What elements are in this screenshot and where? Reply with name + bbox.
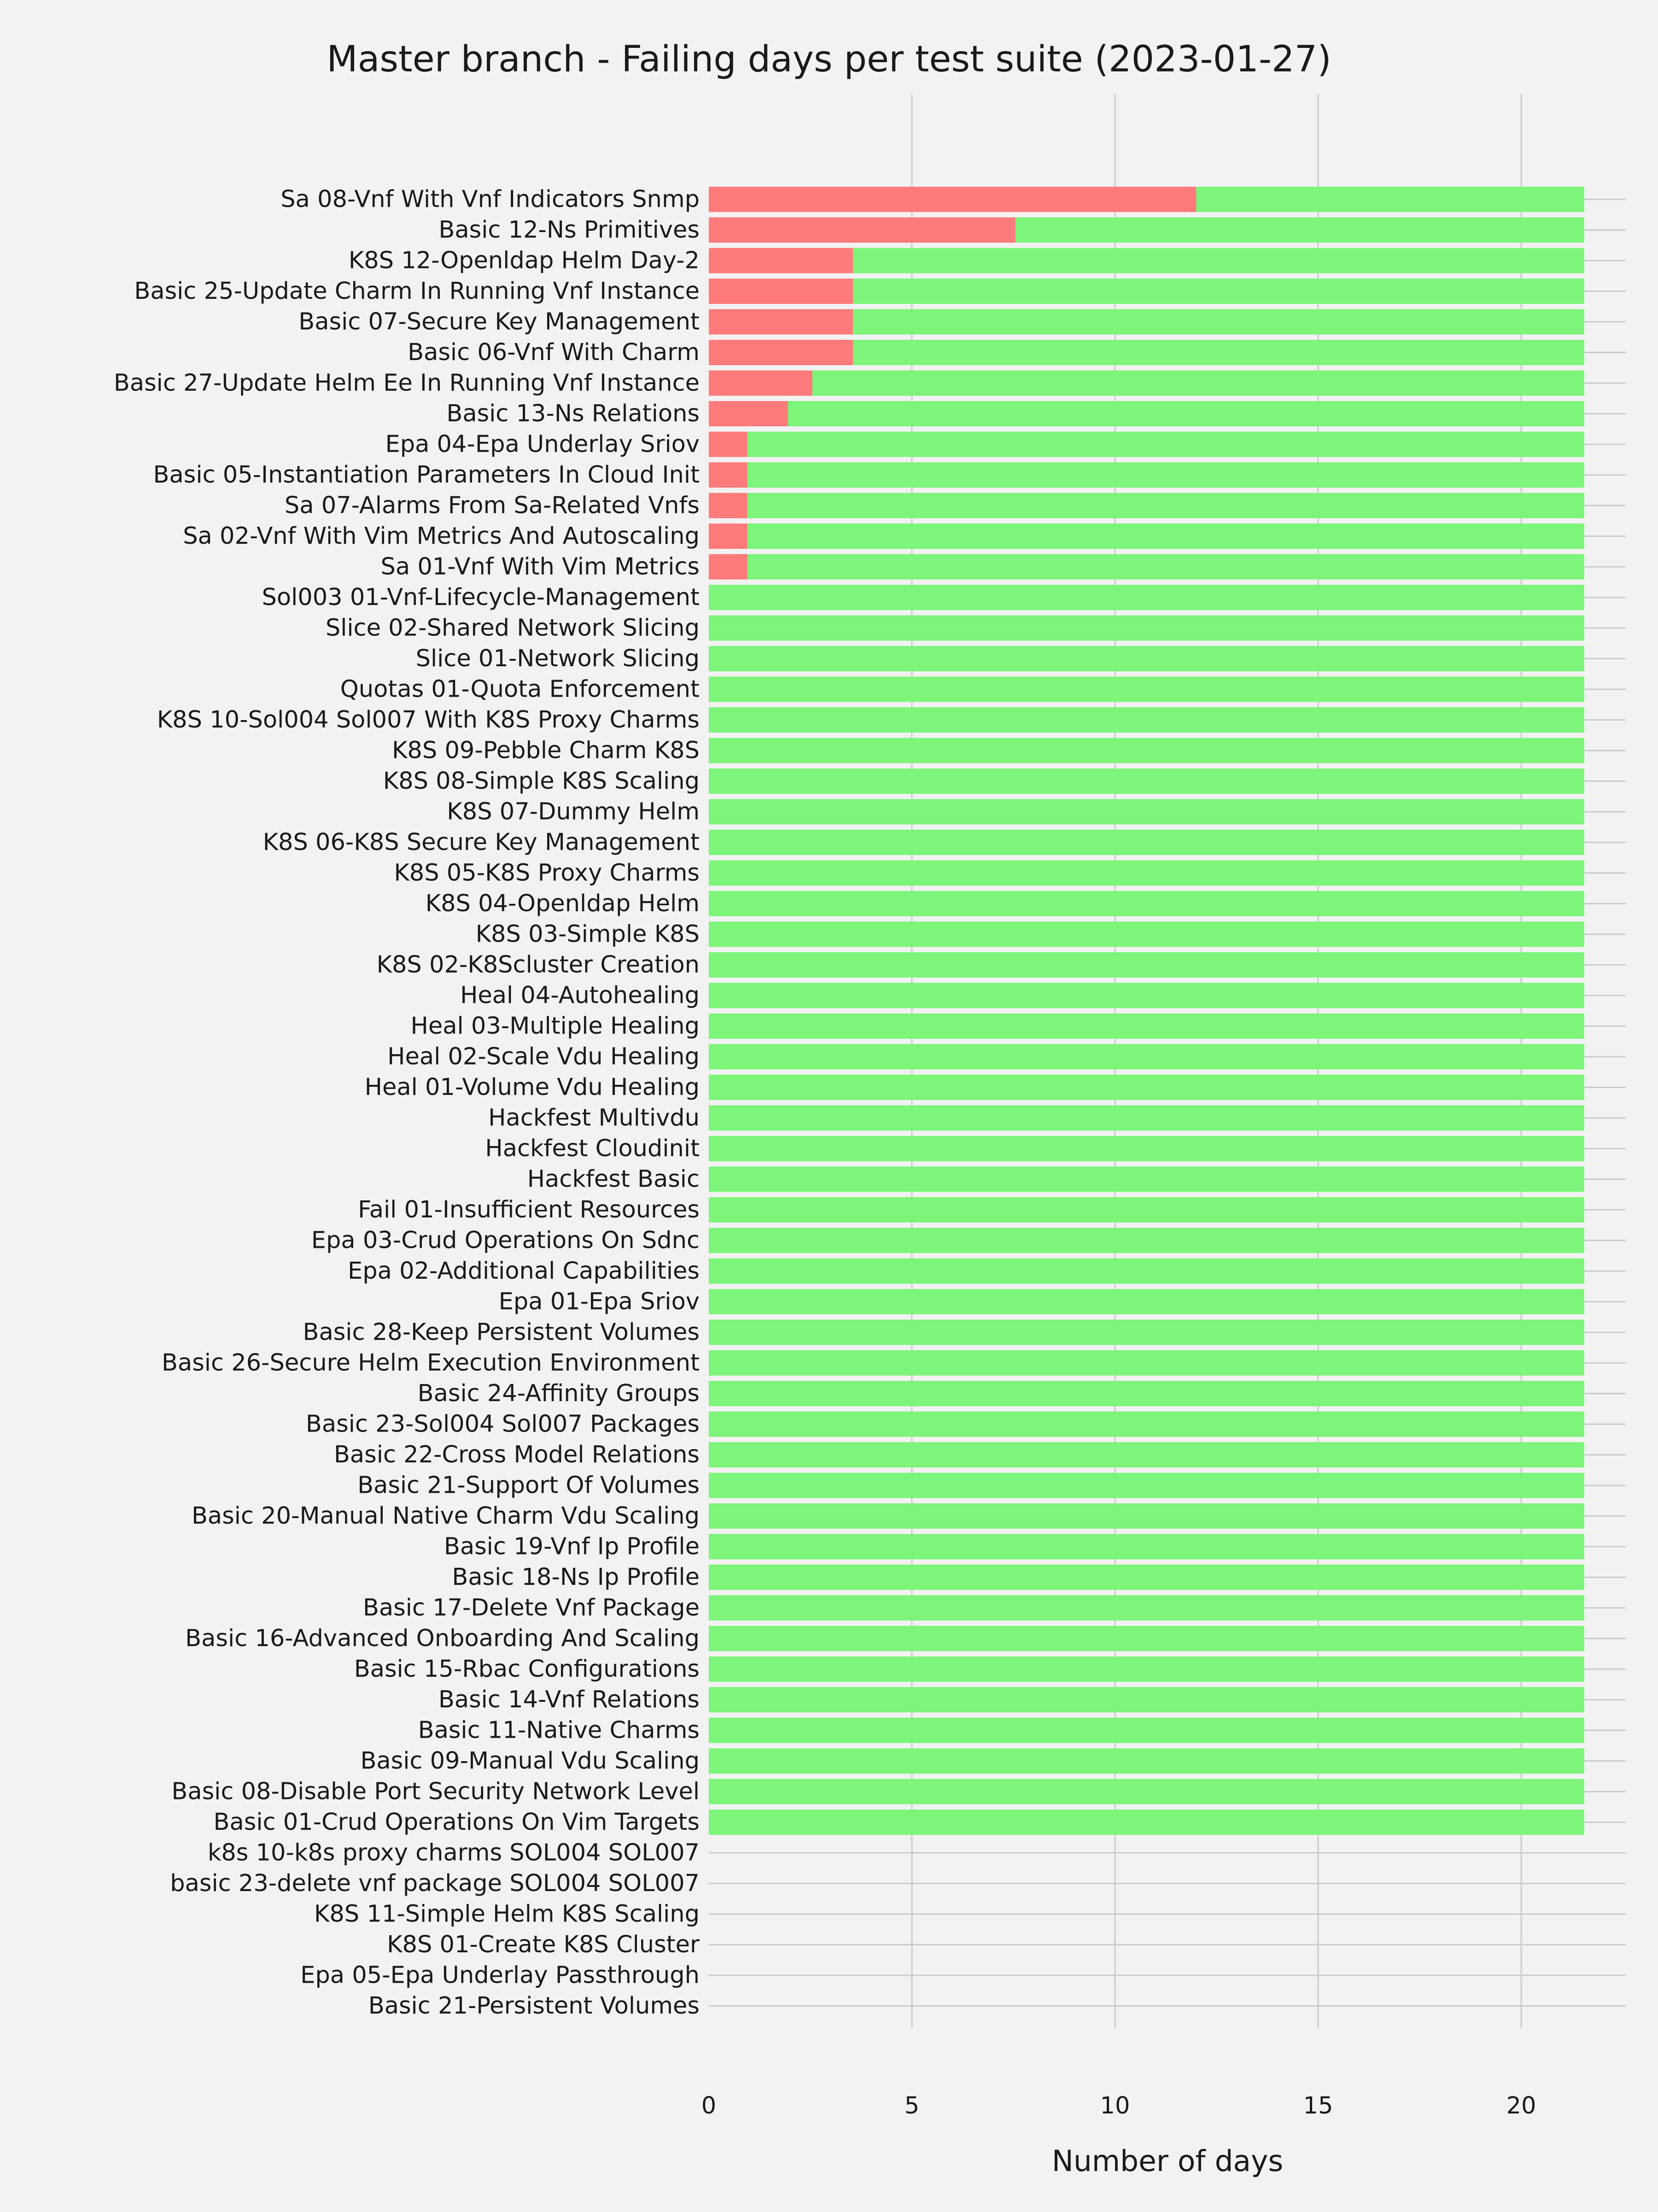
bar-passing-days: [709, 1810, 1584, 1835]
bar-passing-days: [709, 768, 1584, 794]
y-category-label: Basic 08-Disable Port Security Network Level: [171, 1778, 700, 1805]
x-axis-label: Number of days: [1051, 2144, 1284, 2178]
y-category-label: Epa 03-Crud Operations On Sdnc: [311, 1227, 700, 1254]
bar-failing-days: [709, 554, 747, 580]
y-category-label: Epa 05-Epa Underlay Passthrough: [300, 1962, 700, 1989]
y-category-label: Basic 13-Ns Relations: [446, 400, 700, 427]
bar-passing-days: [709, 1534, 1584, 1560]
y-category-label: Basic 24-Affinity Groups: [417, 1380, 700, 1407]
y-category-label: Hackfest Cloudinit: [485, 1135, 700, 1162]
y-category-label: Sa 08-Vnf With Vnf Indicators Snmp: [280, 186, 700, 213]
bar-passing-days: [709, 952, 1584, 978]
y-category-label: Sa 01-Vnf With Vim Metrics: [380, 553, 700, 581]
bar-failing-days: [709, 279, 853, 304]
y-category-label: K8S 06-K8S Secure Key Management: [263, 829, 700, 856]
bar-passing-days: [709, 1503, 1584, 1529]
x-tick-label: 15: [1303, 2092, 1333, 2119]
bar-failing-days: [709, 309, 853, 335]
x-tick-label: 0: [701, 2092, 717, 2119]
bar-passing-days: [709, 1565, 1584, 1590]
bar-passing-days: [709, 1381, 1584, 1406]
bar-passing-days: [709, 1350, 1584, 1376]
bar-passing-days: [747, 462, 1584, 488]
bar-failing-days: [709, 524, 747, 549]
y-category-label: Hackfest Multivdu: [488, 1104, 700, 1132]
y-category-label: Sa 07-Alarms From Sa-Related Vnfs: [284, 492, 700, 519]
bar-passing-days: [709, 1106, 1584, 1131]
y-category-label: Hackfest Basic: [527, 1165, 700, 1193]
y-category-label: Basic 09-Manual Vdu Scaling: [360, 1747, 700, 1775]
x-tick-label: 5: [904, 2092, 920, 2119]
bar-passing-days: [709, 1595, 1584, 1621]
bar-passing-days: [709, 1442, 1584, 1467]
y-category-label: Heal 04-Autohealing: [460, 982, 700, 1009]
bar-passing-days: [709, 646, 1584, 671]
x-tick-label: 10: [1100, 2092, 1130, 2119]
y-category-label: K8S 12-Openldap Helm Day-2: [348, 247, 700, 274]
bar-passing-days: [1196, 187, 1584, 212]
bar-failing-days: [709, 187, 1196, 212]
bar-layer: [709, 187, 1584, 1835]
y-category-label: Basic 12-Ns Primitives: [438, 216, 700, 244]
y-category-label: K8S 11-Simple Helm K8S Scaling: [314, 1900, 700, 1928]
bar-passing-days: [788, 401, 1584, 426]
bar-passing-days: [709, 1258, 1584, 1284]
bar-passing-days: [747, 432, 1584, 457]
bar-passing-days: [709, 891, 1584, 916]
bar-failing-days: [709, 462, 747, 488]
y-category-label: basic 23-delete vnf package SOL004 SOL007: [170, 1870, 700, 1897]
y-category-label: Basic 20-Manual Native Charm Vdu Scaling: [191, 1502, 700, 1530]
bar-failing-days: [709, 340, 853, 365]
y-category-label: Slice 01-Network Slicing: [415, 645, 700, 672]
y-category-label: Basic 21-Support Of Volumes: [357, 1472, 700, 1499]
y-category-label: Sa 02-Vnf With Vim Metrics And Autoscaling: [183, 523, 700, 550]
bar-passing-days: [709, 799, 1584, 825]
bar-passing-days: [709, 1473, 1584, 1498]
y-category-label: Heal 03-Multiple Healing: [410, 1013, 700, 1040]
y-category-label: K8S 01-Create K8S Cluster: [387, 1931, 700, 1958]
bar-passing-days: [709, 983, 1584, 1008]
y-category-label: Sol003 01-Vnf-Lifecycle-Management: [262, 584, 700, 611]
bar-passing-days: [853, 340, 1584, 365]
y-category-label: K8S 05-K8S Proxy Charms: [394, 859, 700, 887]
y-category-label: Basic 18-Ns Ip Profile: [452, 1564, 700, 1591]
y-category-label: K8S 07-Dummy Helm: [447, 798, 700, 826]
chart-title: Master branch - Failing days per test suite (2023-01-27): [327, 39, 1331, 80]
bar-passing-days: [1016, 217, 1584, 243]
bar-passing-days: [709, 1228, 1584, 1253]
y-category-label: Basic 21-Persistent Volumes: [368, 1992, 700, 2020]
bar-passing-days: [853, 279, 1584, 304]
y-category-label: Basic 16-Advanced Onboarding And Scaling: [185, 1625, 700, 1652]
y-category-label: Epa 02-Additional Capabilities: [348, 1257, 700, 1285]
bar-failing-days: [709, 493, 747, 518]
y-category-label: Slice 02-Shared Network Slicing: [325, 614, 700, 642]
bar-passing-days: [709, 1748, 1584, 1774]
bar-failing-days: [709, 217, 1016, 243]
bar-passing-days: [709, 1718, 1584, 1743]
y-category-label: Basic 27-Update Helm Ee In Running Vnf Instance: [113, 369, 700, 397]
y-category-label: K8S 09-Pebble Charm K8S: [391, 737, 700, 764]
y-category-label: Basic 01-Crud Operations On Vim Targets: [213, 1809, 700, 1836]
bar-passing-days: [853, 248, 1584, 274]
y-category-label: K8S 08-Simple K8S Scaling: [383, 768, 700, 795]
y-category-label: Epa 04-Epa Underlay Sriov: [385, 431, 700, 458]
y-category-label: Basic 14-Vnf Relations: [438, 1686, 700, 1713]
bar-passing-days: [709, 922, 1584, 947]
y-category-label: Basic 05-Instantiation Parameters In Cloud Init: [153, 461, 700, 489]
bar-passing-days: [709, 1013, 1584, 1039]
bar-failing-days: [709, 432, 747, 457]
y-category-label: Basic 25-Update Charm In Running Vnf Instance: [134, 278, 700, 305]
y-category-label: Fail 01-Insufficient Resources: [358, 1196, 700, 1223]
bar-failing-days: [709, 371, 812, 396]
bar-passing-days: [853, 309, 1584, 335]
bar-failing-days: [709, 401, 788, 426]
bar-passing-days: [709, 738, 1584, 763]
bar-failing-days: [709, 248, 853, 274]
bar-passing-days: [709, 1657, 1584, 1682]
y-category-label: Basic 11-Native Charms: [418, 1717, 700, 1744]
y-category-label: k8s 10-k8s proxy charms SOL004 SOL007: [207, 1839, 700, 1867]
y-category-label: Basic 06-Vnf With Charm: [408, 339, 700, 366]
bar-passing-days: [709, 830, 1584, 855]
bar-passing-days: [709, 1044, 1584, 1070]
y-category-label: K8S 03-Simple K8S: [475, 920, 700, 948]
bar-passing-days: [709, 707, 1584, 733]
y-category-label: Basic 07-Secure Key Management: [298, 308, 700, 336]
y-category-label: Heal 02-Scale Vdu Healing: [387, 1043, 700, 1071]
y-category-label: Epa 01-Epa Sriov: [498, 1288, 700, 1316]
bar-passing-days: [709, 1197, 1584, 1222]
y-category-label: Basic 19-Vnf Ip Profile: [444, 1533, 700, 1560]
y-category-label: Heal 01-Volume Vdu Healing: [364, 1074, 700, 1101]
bar-passing-days: [709, 677, 1584, 702]
bar-passing-days: [709, 1136, 1584, 1161]
bar-passing-days: [747, 524, 1584, 549]
bar-passing-days: [709, 1167, 1584, 1192]
bar-passing-days: [709, 585, 1584, 610]
y-category-label: K8S 02-K8Scluster Creation: [376, 951, 700, 978]
bar-passing-days: [709, 861, 1584, 886]
bar-passing-days: [709, 1412, 1584, 1437]
y-category-label: K8S 10-Sol004 Sol007 With K8S Proxy Charms: [157, 706, 700, 733]
x-tick-label: 20: [1506, 2092, 1536, 2119]
bar-passing-days: [709, 1075, 1584, 1100]
y-category-label: Basic 17-Delete Vnf Package: [362, 1594, 700, 1622]
y-category-label: Basic 28-Keep Persistent Volumes: [303, 1319, 700, 1346]
bar-passing-days: [747, 554, 1584, 580]
bar-passing-days: [812, 371, 1584, 396]
bar-passing-days: [709, 1687, 1584, 1712]
bar-passing-days: [709, 616, 1584, 641]
bar-passing-days: [709, 1626, 1584, 1651]
bar-passing-days: [709, 1320, 1584, 1345]
y-category-label: Basic 15-Rbac Configurations: [354, 1655, 700, 1683]
y-category-label: K8S 04-Openldap Helm: [425, 890, 700, 917]
y-category-label: Basic 23-Sol004 Sol007 Packages: [305, 1410, 700, 1438]
y-category-label: Basic 26-Secure Helm Execution Environment: [162, 1349, 700, 1377]
bar-passing-days: [709, 1289, 1584, 1315]
y-category-label: Basic 22-Cross Model Relations: [333, 1441, 700, 1468]
bar-passing-days: [709, 1779, 1584, 1805]
bar-passing-days: [747, 493, 1584, 518]
y-category-label: Quotas 01-Quota Enforcement: [340, 675, 700, 703]
